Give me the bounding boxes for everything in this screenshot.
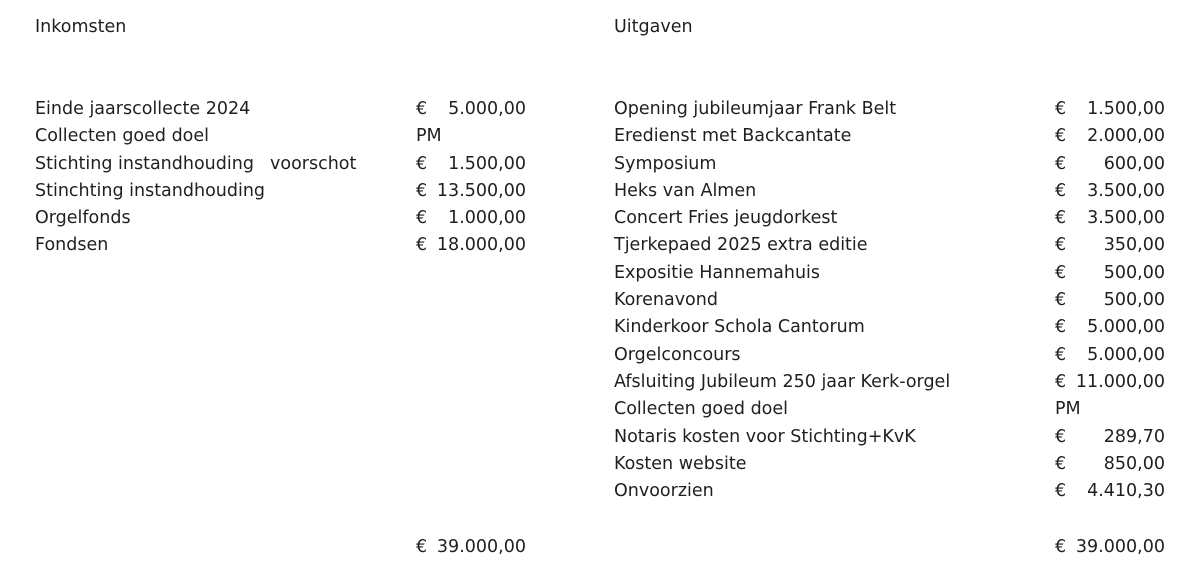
expense-row <box>614 342 1174 369</box>
currency-symbol: € <box>1055 153 1067 174</box>
expense-amount: 289,70 <box>1103 426 1165 447</box>
expense-amount: 3.500,00 <box>1087 180 1165 201</box>
income-heading: Inkomsten <box>35 17 127 37</box>
expense-row <box>614 178 1174 205</box>
income-label: Stinchting instandhouding <box>35 180 266 201</box>
currency-symbol: € <box>1055 262 1067 283</box>
currency-symbol: € <box>1055 180 1067 201</box>
expense-label: Kosten website <box>614 453 747 474</box>
expense-label: Eredienst met Backcantate <box>614 126 852 147</box>
currency-symbol: € <box>1055 537 1067 557</box>
income-label: Orgelfonds <box>35 208 131 229</box>
expense-label: Korenavond <box>614 290 718 311</box>
currency-symbol: € <box>1055 481 1067 502</box>
income-label: Collecten goed doel <box>35 126 210 147</box>
currency-symbol: € <box>1055 344 1067 365</box>
income-row <box>35 96 555 123</box>
expense-row <box>614 151 1174 178</box>
expense-amount: 600,00 <box>1103 153 1165 174</box>
income-amount: 5.000,00 <box>448 99 526 119</box>
expense-label: Afsluiting Jubileum 250 jaar Kerk-orgel <box>614 371 951 392</box>
currency-symbol: € <box>416 99 428 119</box>
income-note: voorschot <box>270 153 357 174</box>
expense-label: Concert Fries jeugdorkest <box>614 208 838 229</box>
income-total-amount: 39.000,00 <box>436 537 526 557</box>
expense-label: Heks van Almen <box>614 180 757 201</box>
expense-row <box>614 287 1174 314</box>
expense-label: Collecten goed doel <box>614 399 789 420</box>
currency-symbol: € <box>1055 290 1067 311</box>
currency-symbol: € <box>1055 317 1067 338</box>
expense-amount: 1.500,00 <box>1087 99 1165 119</box>
income-amount: 1.500,00 <box>448 153 526 174</box>
income-row <box>35 123 555 150</box>
expense-label: Tjerkepaed 2025 extra editie <box>614 235 868 256</box>
income-row <box>35 232 555 259</box>
currency-symbol: € <box>1055 126 1067 147</box>
income-list <box>35 96 555 260</box>
currency-symbol: € <box>416 235 428 256</box>
income-total <box>35 534 555 560</box>
expense-amount: 850,00 <box>1103 453 1165 474</box>
expense-amount: 2.000,00 <box>1087 126 1165 147</box>
expense-amount: 5.000,00 <box>1087 317 1165 338</box>
expense-row <box>614 424 1174 451</box>
expense-row <box>614 123 1174 150</box>
currency-symbol: € <box>1055 235 1067 256</box>
currency-symbol: € <box>1055 99 1067 119</box>
expense-label: Onvoorzien <box>614 481 714 502</box>
expense-amount: 3.500,00 <box>1087 208 1165 229</box>
expense-amount: 4.410,30 <box>1087 481 1165 502</box>
expense-row <box>614 369 1174 396</box>
currency-symbol: € <box>1055 208 1067 229</box>
currency-symbol: € <box>1055 453 1067 474</box>
expense-row <box>614 205 1174 232</box>
expense-row <box>614 260 1174 287</box>
expense-row <box>614 478 1174 505</box>
expense-label: Symposium <box>614 153 717 174</box>
expense-row <box>614 96 1174 123</box>
expense-amount: 500,00 <box>1103 290 1165 311</box>
currency-symbol: € <box>1055 426 1067 447</box>
income-row <box>35 178 555 205</box>
income-amount: 1.000,00 <box>448 208 526 229</box>
expense-label: Orgelconcours <box>614 344 741 365</box>
expense-row <box>614 451 1174 478</box>
income-amount: 18.000,00 <box>436 235 526 256</box>
income-row <box>35 205 555 232</box>
expense-amount: 5.000,00 <box>1087 344 1165 365</box>
expense-label: Opening jubileumjaar Frank Belt <box>614 99 897 119</box>
currency-symbol: € <box>416 537 428 557</box>
expense-label: Expositie Hannemahuis <box>614 262 821 283</box>
expense-row <box>614 232 1174 259</box>
income-label: Fondsen <box>35 235 109 256</box>
income-label: Stichting instandhouding <box>35 153 254 174</box>
expenses-heading: Uitgaven <box>614 17 693 37</box>
currency-symbol: € <box>416 153 428 174</box>
expense-row <box>614 314 1174 341</box>
expenses-total <box>614 534 1174 560</box>
expense-label: Notaris kosten voor Stichting+KvK <box>614 426 916 447</box>
currency-symbol: € <box>1055 371 1067 392</box>
expense-amount: 500,00 <box>1103 262 1165 283</box>
income-amount: 13.500,00 <box>436 180 526 201</box>
currency-symbol: € <box>416 208 428 229</box>
currency-symbol: € <box>416 180 428 201</box>
income-label: Einde jaarscollecte 2024 <box>35 99 251 119</box>
expense-row <box>614 396 1174 423</box>
currency-symbol: PM <box>1055 399 1081 420</box>
expense-label: Kinderkoor Schola Cantorum <box>614 317 865 338</box>
currency-symbol: PM <box>416 126 442 147</box>
expense-amount: 350,00 <box>1103 235 1165 256</box>
expenses-total-amount: 39.000,00 <box>1075 537 1165 557</box>
expenses-list <box>614 96 1174 505</box>
expense-amount: 11.000,00 <box>1075 371 1165 392</box>
income-row <box>35 151 555 178</box>
